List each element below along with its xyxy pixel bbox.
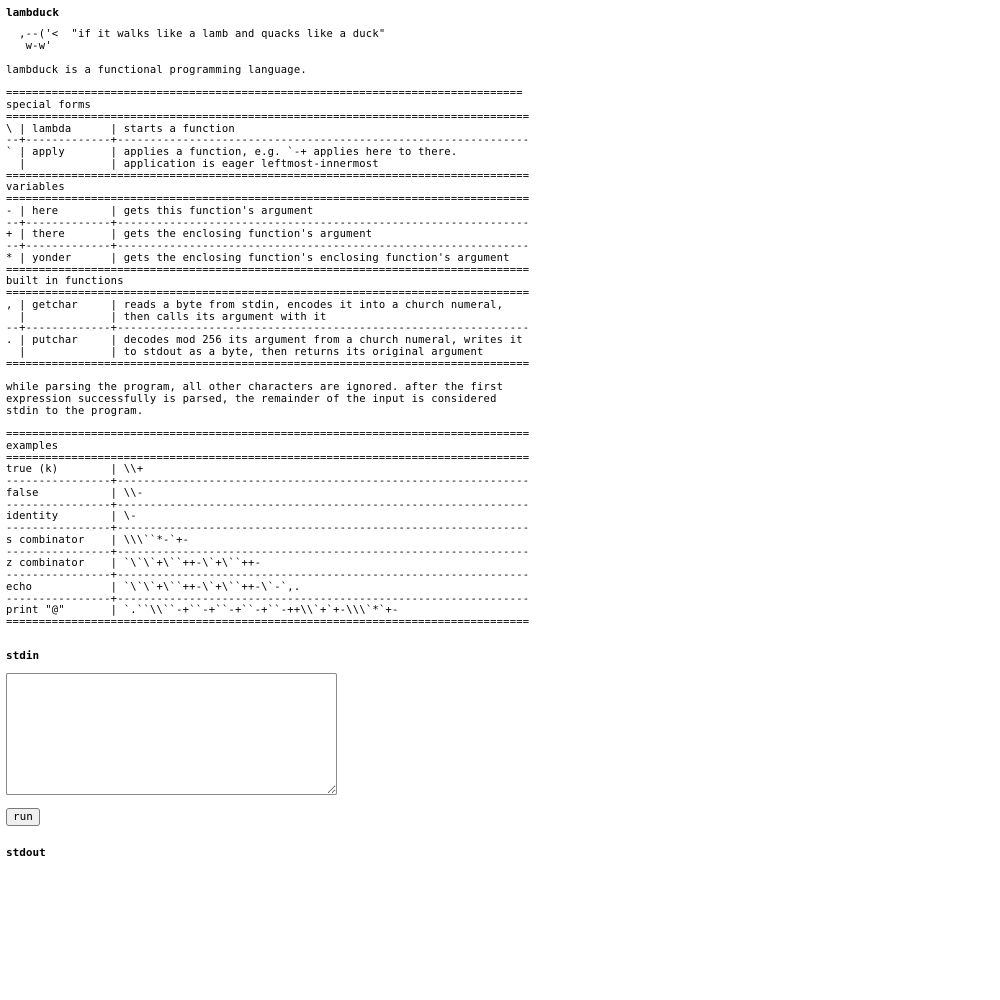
logo-line-1: ,--('< "if it walks like a lamb and quacks like a duck" [6,28,386,40]
stdin-textarea[interactable] [6,673,337,795]
stdin-heading: stdin [6,648,40,662]
page-title: lambduck [6,6,59,19]
run-button[interactable]: run [6,808,40,826]
logo-line-2: w-w' [6,39,52,52]
language-reference: =============================================================================== special forms ================================================================================ \ | lambda | starts a function --+-------------+--------------------------------------------------------------- ` | apply | applies a function, e.g. `-+ applies here to there. | | application is eager leftmost-innermost ================================================================================ variables ================================================================================ - | here | gets this function's argument --+-------------+--------------------------------------------------------------- + | there | gets the enclosing function's argument --+-------------+--------------------------------------------------------------- * | yonder | gets the enclosing function's enclosing function's argument ================================================================================ built in functions ================================================================================ , | getchar | reads a byte from stdin, encodes it into a church numeral, | | then calls its argument with it --+-------------+--------------------------------------------------------------- . | putchar | decodes mod 256 its argument from a church numeral, writes it | | to stdout as a byte, then returns its original argument ================================================================================ while parsing the program, all other characters are ignored. after the first expression successfully is parsed, the remainder of the input is considered stdin to the program. ================================================================================ examples ================================================================================ true (k) | \\+ ----------------+--------------------------------------------------------------- false | \\- ----------------+--------------------------------------------------------------- identity | \- ----------------+--------------------------------------------------------------- s combinator | \\\``*-`+- ----------------+--------------------------------------------------------------- z combinator | `\`\`+\``++-\`+\``++- ----------------+--------------------------------------------------------------- echo | `\`\`+\``++-\`+\``++-\`-`,. ----------------+--------------------------------------------------------------- print "@" | `.``\\``-+``-+``-+``-+``-++\\`+`+-\\\`*`+- ================================================================================ [6,87,530,628]
stdout-output [6,865,1000,905]
intro-text: lambduck is a functional programming language. [6,63,307,76]
duck-logo [6,29,1000,53]
stdout-heading: stdout [6,845,46,859]
